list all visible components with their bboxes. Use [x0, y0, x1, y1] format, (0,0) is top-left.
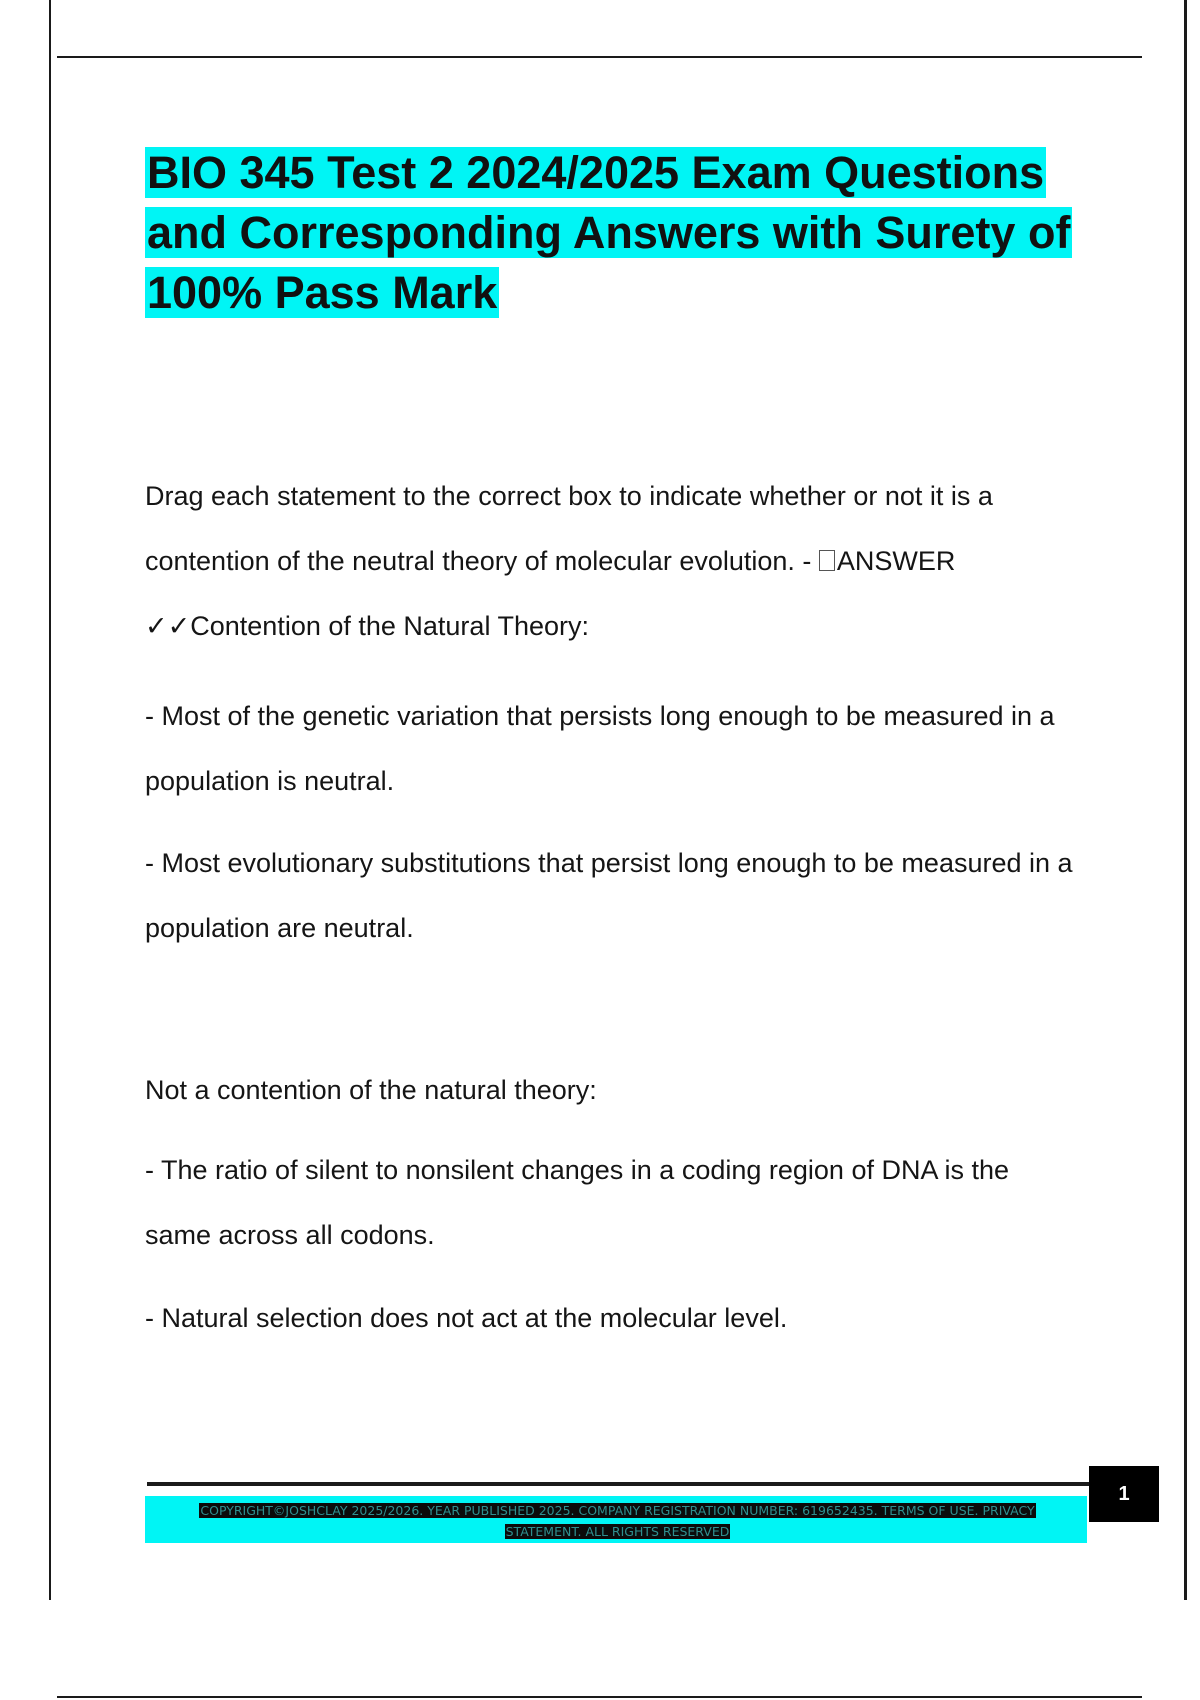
footer-copyright	[170, 1500, 1065, 1542]
left-border-line	[49, 0, 51, 1600]
footer-rule	[147, 1482, 1089, 1486]
contention-heading: Contention of the Natural Theory:	[190, 611, 589, 641]
question-text: Drag each statement to the correct box to indicate whether or not it is a contention of the neutral theory of molecular evolution. -	[145, 481, 993, 576]
answer-box-icon	[819, 550, 835, 571]
document-title	[145, 143, 1075, 323]
right-border-line	[1184, 0, 1187, 1600]
list-item: - Natural selection does not act at the molecular level.	[145, 1303, 788, 1333]
question-paragraph	[145, 464, 1075, 659]
footer-copyright-text: COPYRIGHT©JOSHCLAY 2025/2026. YEAR PUBLISHED 2025. COMPANY REGISTRATION NUMBER: 619652435. TERMS OF USE. PRIVACY STATEMENT. ALL RIGHTS RESERVED	[200, 1503, 1035, 1539]
list-item: - The ratio of silent to nonsilent changes in a coding region of DNA is the same across all codons.	[145, 1155, 1010, 1250]
check-icon: ✓✓	[145, 611, 191, 641]
title-highlight: BIO 345 Test 2 2024/2025 Exam Questions and Corresponding Answers with Surety of 100% Pass Mark	[147, 147, 1071, 318]
not-contention-heading: Not a contention of the natural theory:	[145, 1075, 597, 1105]
list-item: - Most of the genetic variation that persists long enough to be measured in a population is neutral.	[145, 701, 1055, 796]
list-item: - Most evolutionary substitutions that persist long enough to be measured in a population are neutral.	[145, 848, 1073, 943]
bottom-rule	[57, 1696, 1142, 1698]
top-rule	[57, 56, 1142, 58]
page-number: 1	[1089, 1466, 1159, 1522]
answer-label: ANSWER	[836, 546, 956, 576]
